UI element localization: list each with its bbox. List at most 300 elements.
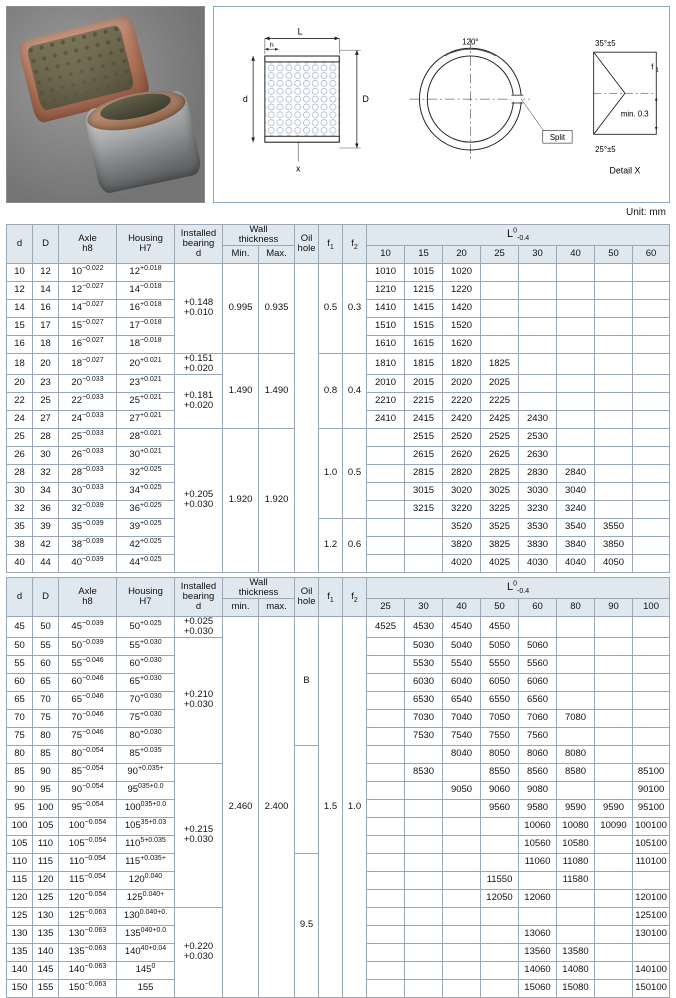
cell-f2: 0.4 xyxy=(343,353,367,428)
cell-length-1 xyxy=(405,817,443,835)
cell-length-5 xyxy=(557,410,595,428)
cell-length-7 xyxy=(633,727,670,745)
th2-f1 xyxy=(319,577,343,616)
cell-axle: $45^{-0.039}$ xyxy=(59,616,117,637)
cell-length-2 xyxy=(443,853,481,871)
cell-housing: $75^{+0.030}$ xyxy=(117,709,175,727)
cell-housing: $50^{+0.025}$ xyxy=(117,616,175,637)
cell-length-5: 15080 xyxy=(557,979,595,997)
th-L-25: 25 xyxy=(481,245,519,263)
cell-length-1 xyxy=(405,853,443,871)
th-axle-bot: h8 xyxy=(82,242,93,254)
th2-L-25: 25 xyxy=(367,598,405,616)
th-housing xyxy=(117,225,175,264)
cell-length-0 xyxy=(367,763,405,781)
cell-length-6: 10090 xyxy=(595,817,633,835)
cell-axle: $90^{-0.054}$ xyxy=(59,781,117,799)
cell-d: 140 xyxy=(7,961,33,979)
cell-length-5: 8580 xyxy=(557,763,595,781)
cell-axle: $120^{-0.054}$ xyxy=(59,889,117,907)
cell-length-6 xyxy=(595,335,633,353)
cell-length-7 xyxy=(633,871,670,889)
cell-length-4: 2530 xyxy=(519,428,557,446)
cell-length-0 xyxy=(367,500,405,518)
cell-length-6 xyxy=(595,353,633,374)
cell-length-7 xyxy=(633,263,670,281)
cell-length-4 xyxy=(519,616,557,637)
cell-length-6: 4050 xyxy=(595,554,633,572)
cell-housing: $65^{+0.030}$ xyxy=(117,673,175,691)
cell-d: 90 xyxy=(7,781,33,799)
svg-text:d: d xyxy=(242,94,248,105)
cell-length-2 xyxy=(443,907,481,925)
cell-length-4: 5560 xyxy=(519,655,557,673)
cell-length-6 xyxy=(595,428,633,446)
cell-length-6 xyxy=(595,691,633,709)
cell-D: 65 xyxy=(33,673,59,691)
cell-housing: $120^{0.040}$ xyxy=(117,871,175,889)
cell-length-3: 3525 xyxy=(481,518,519,536)
cell-axle: $140^{-0.063}$ xyxy=(59,961,117,979)
cell-length-0 xyxy=(367,835,405,853)
cell-d: 25 xyxy=(7,428,33,446)
cell-length-1: 3215 xyxy=(405,500,443,518)
cell-length-7 xyxy=(633,745,670,763)
cell-length-3: 1825 xyxy=(481,353,519,374)
cell-f2: 0.3 xyxy=(343,263,367,353)
dimension-table-1-wrap xyxy=(0,224,676,573)
cell-length-1: 3015 xyxy=(405,482,443,500)
cell-length-4: 15060 xyxy=(519,979,557,997)
cell-axle: $16^{-0.027}$ xyxy=(59,335,117,353)
cell-length-4: 10560 xyxy=(519,835,557,853)
cell-length-5 xyxy=(557,353,595,374)
th-L-sub: -0.4 xyxy=(517,235,530,243)
cell-housing: $60^{+0.030}$ xyxy=(117,655,175,673)
cell-length-0: 1810 xyxy=(367,353,405,374)
cell-d: 20 xyxy=(7,374,33,392)
cell-length-3: 2025 xyxy=(481,374,519,392)
cell-length-0 xyxy=(367,637,405,655)
cell-length-3 xyxy=(481,299,519,317)
cell-wall-max: 0.935 xyxy=(259,263,295,353)
cell-D: 18 xyxy=(33,335,59,353)
cell-length-0: 4525 xyxy=(367,616,405,637)
th2-f2-sub: 2 xyxy=(353,596,358,604)
cell-length-6 xyxy=(595,446,633,464)
th2-installed-bot: d xyxy=(195,600,202,612)
svg-text:h: h xyxy=(269,42,274,50)
th2-wall-thickness xyxy=(223,577,295,598)
cell-length-0: 1510 xyxy=(367,317,405,335)
cell-length-7: 100100 xyxy=(633,817,670,835)
cell-installed-bearing: +0.215 +0.030 xyxy=(175,763,223,907)
cell-length-2: 2620 xyxy=(443,446,481,464)
cell-length-2: 6040 xyxy=(443,673,481,691)
cell-length-5: 2840 xyxy=(557,464,595,482)
cell-D: 12 xyxy=(33,263,59,281)
cell-housing: $32^{+0.025}$ xyxy=(117,464,175,482)
cell-length-7: 120100 xyxy=(633,889,670,907)
cell-length-0 xyxy=(367,428,405,446)
cell-d: 15 xyxy=(7,317,33,335)
cell-wall-max: 1.920 xyxy=(259,428,295,572)
cell-f2: 0.6 xyxy=(343,518,367,572)
cell-length-0 xyxy=(367,482,405,500)
cell-length-7: 150100 xyxy=(633,979,670,997)
cell-d: 120 xyxy=(7,889,33,907)
cell-f2: 0.5 xyxy=(343,428,367,518)
cell-d: 50 xyxy=(7,637,33,655)
th2-f1-base: f xyxy=(327,590,330,602)
th2-housing-top: Housing xyxy=(128,585,163,597)
cell-d: 150 xyxy=(7,979,33,997)
cell-D: 80 xyxy=(33,727,59,745)
cell-length-0 xyxy=(367,925,405,943)
cell-length-6 xyxy=(595,907,633,925)
cell-housing: $85^{+0.035}$ xyxy=(117,745,175,763)
svg-text:D: D xyxy=(362,94,369,105)
th2-L-50: 50 xyxy=(481,598,519,616)
cell-d: 55 xyxy=(7,655,33,673)
cell-length-1 xyxy=(405,907,443,925)
cell-d: 100 xyxy=(7,817,33,835)
cell-axle: $20^{-0.033}$ xyxy=(59,374,117,392)
cell-length-6 xyxy=(595,317,633,335)
cell-D: 32 xyxy=(33,464,59,482)
cell-length-7 xyxy=(633,482,670,500)
cell-length-4: 3830 xyxy=(519,536,557,554)
cell-D: 135 xyxy=(33,925,59,943)
cell-length-3 xyxy=(481,961,519,979)
cell-d: 125 xyxy=(7,907,33,925)
cell-length-0 xyxy=(367,871,405,889)
cell-length-2: 3520 xyxy=(443,518,481,536)
cell-length-4 xyxy=(519,374,557,392)
cell-length-6 xyxy=(595,299,633,317)
cell-length-6: 9590 xyxy=(595,799,633,817)
cell-length-5: 4040 xyxy=(557,554,595,572)
cell-d: 110 xyxy=(7,853,33,871)
cell-length-7: 90100 xyxy=(633,781,670,799)
cell-length-1: 2215 xyxy=(405,392,443,410)
cell-axle: $22^{-0.033}$ xyxy=(59,392,117,410)
cell-d: 32 xyxy=(7,500,33,518)
cell-length-7: 130100 xyxy=(633,925,670,943)
cell-length-7 xyxy=(633,353,670,374)
cell-oil-hole: 9.5 xyxy=(295,853,319,997)
cell-length-1: 2515 xyxy=(405,428,443,446)
svg-text:Split: Split xyxy=(549,133,566,143)
cell-length-4: 2430 xyxy=(519,410,557,428)
cell-D: 140 xyxy=(33,943,59,961)
cell-length-2: 3220 xyxy=(443,500,481,518)
cell-axle: $32^{-0.039}$ xyxy=(59,500,117,518)
cell-length-6 xyxy=(595,410,633,428)
cell-length-3 xyxy=(481,335,519,353)
cell-length-2 xyxy=(443,979,481,997)
cell-d: 65 xyxy=(7,691,33,709)
cell-housing: $125^{0.040+}$ xyxy=(117,889,175,907)
cell-length-5 xyxy=(557,299,595,317)
cell-length-5 xyxy=(557,691,595,709)
cell-length-4 xyxy=(519,335,557,353)
cell-length-7 xyxy=(633,317,670,335)
svg-text:L: L xyxy=(297,26,303,37)
cell-length-4 xyxy=(519,263,557,281)
cell-length-2: 3820 xyxy=(443,536,481,554)
cell-length-3: 8050 xyxy=(481,745,519,763)
cell-D: 28 xyxy=(33,428,59,446)
cell-d: 28 xyxy=(7,464,33,482)
cell-length-3: 3225 xyxy=(481,500,519,518)
svg-text:1: 1 xyxy=(655,67,659,74)
svg-text:120°: 120° xyxy=(462,37,479,47)
cell-axle: $35^{-0.039}$ xyxy=(59,518,117,536)
cell-length-3: 4025 xyxy=(481,554,519,572)
cell-length-0 xyxy=(367,655,405,673)
cell-f1: 1.2 xyxy=(319,518,343,572)
cell-D: 16 xyxy=(33,299,59,317)
cell-d: 75 xyxy=(7,727,33,745)
cell-D: 17 xyxy=(33,317,59,335)
th-installed-mid: bearing xyxy=(182,237,215,249)
cell-D: 105 xyxy=(33,817,59,835)
cell-length-2: 5540 xyxy=(443,655,481,673)
cell-d: 24 xyxy=(7,410,33,428)
th-f2-base: f xyxy=(351,237,354,249)
cell-wall-max: 1.490 xyxy=(259,353,295,428)
cell-length-3: 3825 xyxy=(481,536,519,554)
cell-axle: $95^{-0.054}$ xyxy=(59,799,117,817)
svg-text:x: x xyxy=(295,163,301,174)
cell-length-1 xyxy=(405,536,443,554)
cell-housing: $44^{+0.025}$ xyxy=(117,554,175,572)
cell-housing: $12^{+0.018}$ xyxy=(117,263,175,281)
cell-installed-bearing: +0.205 +0.030 xyxy=(175,428,223,572)
cell-length-6 xyxy=(595,835,633,853)
product-photo xyxy=(6,6,205,203)
cell-housing: $115^{+0.035+}$ xyxy=(117,853,175,871)
th-d: d xyxy=(7,225,33,264)
th2-oil-bot: hole xyxy=(297,595,316,607)
cell-length-7 xyxy=(633,616,670,637)
cell-d: 22 xyxy=(7,392,33,410)
cell-length-4 xyxy=(519,281,557,299)
cell-length-1 xyxy=(405,518,443,536)
th-installed-bearing xyxy=(175,225,223,264)
cell-housing: $25^{+0.021}$ xyxy=(117,392,175,410)
th2-wall-top: Wall xyxy=(249,576,268,588)
cell-length-4: 10060 xyxy=(519,817,557,835)
cell-length-0 xyxy=(367,907,405,925)
cell-housing: $36^{+0.025}$ xyxy=(117,500,175,518)
cell-length-0 xyxy=(367,817,405,835)
th2-housing-bot: H7 xyxy=(139,595,152,607)
th-wall-min: Min. xyxy=(223,245,259,263)
th2-wall-max: max. xyxy=(259,598,295,616)
cell-length-0: 1010 xyxy=(367,263,405,281)
th-oil-hole xyxy=(295,225,319,264)
cell-length-0: 2410 xyxy=(367,410,405,428)
cell-housing: $80^{+0.030}$ xyxy=(117,727,175,745)
cell-length-3: 6550 xyxy=(481,691,519,709)
cell-length-0 xyxy=(367,745,405,763)
cell-length-5 xyxy=(557,637,595,655)
cell-length-0 xyxy=(367,464,405,482)
cell-length-1 xyxy=(405,871,443,889)
cell-axle: $85^{-0.054}$ xyxy=(59,763,117,781)
cell-length-4: 7560 xyxy=(519,727,557,745)
cell-length-2 xyxy=(443,961,481,979)
cell-length-3: 4550 xyxy=(481,616,519,637)
cell-length-5: 3240 xyxy=(557,500,595,518)
th2-d: d xyxy=(7,577,33,616)
cell-D: 120 xyxy=(33,871,59,889)
th-L-30: 30 xyxy=(519,245,557,263)
cell-D: 50 xyxy=(33,616,59,637)
technical-drawing xyxy=(213,6,670,203)
cell-housing: $14^{-0.018}$ xyxy=(117,281,175,299)
cell-length-5: 3040 xyxy=(557,482,595,500)
cell-length-4: 2830 xyxy=(519,464,557,482)
cell-length-4 xyxy=(519,299,557,317)
cell-length-6 xyxy=(595,281,633,299)
cell-d: 26 xyxy=(7,446,33,464)
cell-length-5 xyxy=(557,727,595,745)
th2-L-60: 60 xyxy=(519,598,557,616)
cell-length-1: 1815 xyxy=(405,353,443,374)
cell-housing: $135^{040+0.0}$ xyxy=(117,925,175,943)
cell-D: 110 xyxy=(33,835,59,853)
cell-housing: $23^{+0.021}$ xyxy=(117,374,175,392)
cell-length-4: 14060 xyxy=(519,961,557,979)
cell-D: 115 xyxy=(33,853,59,871)
cell-length-0 xyxy=(367,554,405,572)
cell-D: 155 xyxy=(33,979,59,997)
cell-d: 115 xyxy=(7,871,33,889)
photo-vignette xyxy=(7,7,204,202)
cell-length-2 xyxy=(443,925,481,943)
cell-installed-bearing: +0.220 +0.030 xyxy=(175,907,223,997)
th-f2 xyxy=(343,225,367,264)
th2-f1-sub: 1 xyxy=(329,596,334,604)
svg-text:f: f xyxy=(651,62,654,72)
cell-length-5: 9590 xyxy=(557,799,595,817)
cell-length-1 xyxy=(405,925,443,943)
cell-length-3 xyxy=(481,907,519,925)
cell-axle: $15^{-0.027}$ xyxy=(59,317,117,335)
cell-length-3: 2625 xyxy=(481,446,519,464)
cell-length-4: 6560 xyxy=(519,691,557,709)
th2-L-40: 40 xyxy=(443,598,481,616)
cell-D: 30 xyxy=(33,446,59,464)
cell-length-5: 11580 xyxy=(557,871,595,889)
cell-D: 44 xyxy=(33,554,59,572)
cell-length-7 xyxy=(633,500,670,518)
cell-D: 39 xyxy=(33,518,59,536)
cell-length-5: 3540 xyxy=(557,518,595,536)
cell-wall-max: 2.400 xyxy=(259,616,295,997)
cell-length-6 xyxy=(595,374,633,392)
cell-length-6 xyxy=(595,464,633,482)
cell-length-2 xyxy=(443,889,481,907)
th-f2-sub: 2 xyxy=(353,243,358,251)
cell-length-5 xyxy=(557,263,595,281)
cell-axle: $40^{-0.039}$ xyxy=(59,554,117,572)
cell-length-6 xyxy=(595,482,633,500)
th-L-15: 15 xyxy=(405,245,443,263)
th2-L xyxy=(367,577,670,598)
cell-installed-bearing: +0.181 +0.020 xyxy=(175,374,223,428)
cell-d: 135 xyxy=(7,943,33,961)
cell-length-5: 10580 xyxy=(557,835,595,853)
cell-length-3: 6050 xyxy=(481,673,519,691)
cell-D: 100 xyxy=(33,799,59,817)
cell-d: 105 xyxy=(7,835,33,853)
cell-length-0: 1210 xyxy=(367,281,405,299)
cell-housing: $55^{+0.030}$ xyxy=(117,637,175,655)
cell-length-3: 11550 xyxy=(481,871,519,889)
cell-housing: $42^{+0.025}$ xyxy=(117,536,175,554)
cell-D: 95 xyxy=(33,781,59,799)
cell-axle: $75^{-0.046}$ xyxy=(59,727,117,745)
cell-d: 95 xyxy=(7,799,33,817)
cell-housing: $70^{+0.030}$ xyxy=(117,691,175,709)
table-row xyxy=(7,518,670,536)
th2-L-80: 80 xyxy=(557,598,595,616)
cell-axle: $60^{-0.046}$ xyxy=(59,673,117,691)
cell-length-6 xyxy=(595,655,633,673)
cell-d: 30 xyxy=(7,482,33,500)
cell-length-0 xyxy=(367,799,405,817)
cell-D: 75 xyxy=(33,709,59,727)
cell-length-5 xyxy=(557,428,595,446)
cell-length-1: 1515 xyxy=(405,317,443,335)
cell-length-1 xyxy=(405,889,443,907)
cell-length-2: 5040 xyxy=(443,637,481,655)
cell-length-2: 4540 xyxy=(443,616,481,637)
cell-length-6 xyxy=(595,925,633,943)
cell-length-7 xyxy=(633,518,670,536)
cell-length-1: 2615 xyxy=(405,446,443,464)
cell-housing: $39^{+0.025}$ xyxy=(117,518,175,536)
cell-length-7: 125100 xyxy=(633,907,670,925)
cell-axle: $10^{-0.022}$ xyxy=(59,263,117,281)
cell-length-2: 1020 xyxy=(443,263,481,281)
th-L-40: 40 xyxy=(557,245,595,263)
cell-length-7: 95100 xyxy=(633,799,670,817)
cell-length-5 xyxy=(557,446,595,464)
cell-d: 70 xyxy=(7,709,33,727)
table-row xyxy=(7,353,670,374)
cell-length-5: 7080 xyxy=(557,709,595,727)
cell-housing: $90^{+0.035+}$ xyxy=(117,763,175,781)
th2-axle-top: Axle xyxy=(78,585,97,597)
cell-length-4: 9080 xyxy=(519,781,557,799)
cell-length-4: 3030 xyxy=(519,482,557,500)
cell-length-0 xyxy=(367,673,405,691)
cell-length-1: 8530 xyxy=(405,763,443,781)
svg-text:25°±5: 25°±5 xyxy=(595,144,616,154)
cell-length-5 xyxy=(557,781,595,799)
cell-length-3: 2825 xyxy=(481,464,519,482)
cell-length-6 xyxy=(595,853,633,871)
cell-length-7 xyxy=(633,428,670,446)
cell-length-2: 1220 xyxy=(443,281,481,299)
cell-length-6 xyxy=(595,727,633,745)
cell-axle: $115^{-0.054}$ xyxy=(59,871,117,889)
